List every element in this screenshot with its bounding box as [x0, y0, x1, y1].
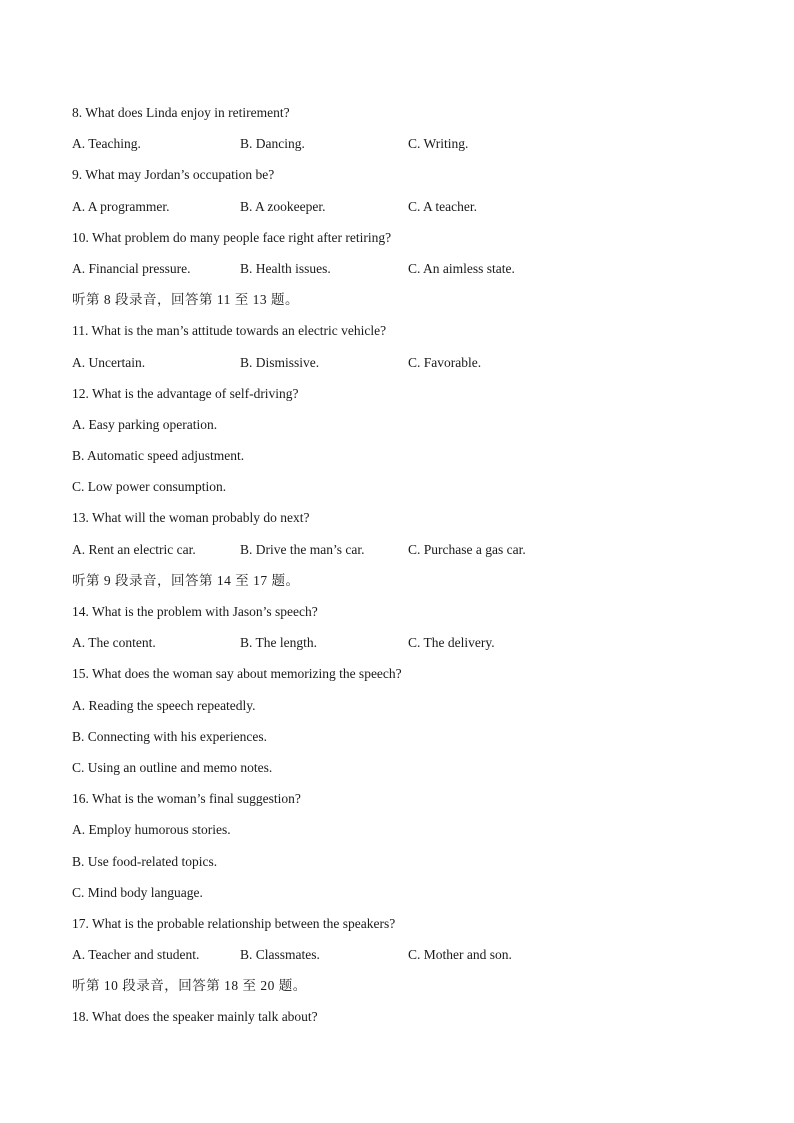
- options-17: [72, 944, 732, 975]
- option-9b: B. A zookeeper.: [240, 198, 326, 214]
- option-14b: B. The length.: [240, 635, 317, 651]
- option-14a: A. The content.: [72, 635, 156, 651]
- option-10c: C. An aimless state.: [408, 260, 515, 276]
- option-10a: A. Financial pressure.: [72, 260, 191, 276]
- question-16: 16. What is the woman’s final suggestion?: [72, 791, 301, 807]
- option-17b: B. Classmates.: [240, 947, 320, 963]
- option-16b: B. Use food-related topics.: [72, 853, 218, 869]
- question-12: 12. What is the advantage of self-driving?: [72, 385, 299, 401]
- option-9a: A. A programmer.: [72, 198, 170, 214]
- option-8c: C. Writing.: [408, 136, 469, 152]
- option-12a: A. Easy parking operation.: [72, 416, 218, 432]
- option-13a: A. Rent an electric car.: [72, 541, 196, 557]
- question-17: 17. What is the probable relationship between the speakers?: [72, 915, 396, 931]
- option-14c: C. The delivery.: [408, 635, 495, 651]
- option-17c: C. Mother and son.: [408, 947, 512, 963]
- question-8: 8. What does Linda enjoy in retirement?: [72, 105, 290, 120]
- section-heading-10: 听第 10 段录音，回答第 18 至 20 题。: [72, 978, 307, 994]
- section-heading-9: 听第 9 段录音，回答第 14 至 17 题。: [72, 572, 300, 588]
- option-12b: B. Automatic speed adjustment.: [72, 448, 245, 464]
- section-heading-8: 听第 8 段录音，回答第 11 至 13 题。: [72, 292, 299, 308]
- option-17a: A. Teacher and student.: [72, 947, 200, 963]
- option-9c: C. A teacher.: [408, 198, 477, 214]
- option-11b: B. Dismissive.: [240, 354, 320, 370]
- question-18: 18. What does the speaker mainly talk about?: [72, 1009, 318, 1025]
- question-14: 14. What is the problem with Jason’s speech?: [72, 604, 318, 619]
- options-14: [72, 632, 732, 663]
- options-9: [72, 196, 732, 227]
- options-10: [72, 258, 732, 289]
- question-13: 13. What will the woman probably do next?: [72, 510, 310, 526]
- option-13b: B. Drive the man’s car.: [240, 541, 365, 557]
- question-10: 10. What problem do many people face right after retiring?: [72, 229, 392, 245]
- options-13: [72, 539, 732, 570]
- listening-questions: [72, 102, 732, 1038]
- options-8: [72, 133, 732, 164]
- option-15a: A. Reading the speech repeatedly.: [72, 697, 256, 713]
- option-15c: C. Using an outline and memo notes.: [72, 759, 273, 775]
- option-8a: A. Teaching.: [72, 136, 141, 152]
- question-9: 9. What may Jordan’s occupation be?: [72, 167, 275, 183]
- option-16a: A. Employ humorous stories.: [72, 822, 231, 838]
- option-10b: B. Health issues.: [240, 260, 331, 276]
- option-16c: C. Mind body language.: [72, 884, 203, 900]
- options-11: [72, 352, 732, 383]
- option-12c: C. Low power consumption.: [72, 479, 227, 495]
- option-8b: B. Dancing.: [240, 136, 305, 152]
- option-11a: A. Uncertain.: [72, 354, 146, 370]
- option-15b: B. Connecting with his experiences.: [72, 728, 267, 744]
- option-11c: C. Favorable.: [408, 354, 482, 370]
- option-13c: C. Purchase a gas car.: [408, 541, 526, 557]
- question-11: 11. What is the man’s attitude towards an electric vehicle?: [72, 323, 387, 339]
- question-15: 15. What does the woman say about memorizing the speech?: [72, 666, 402, 682]
